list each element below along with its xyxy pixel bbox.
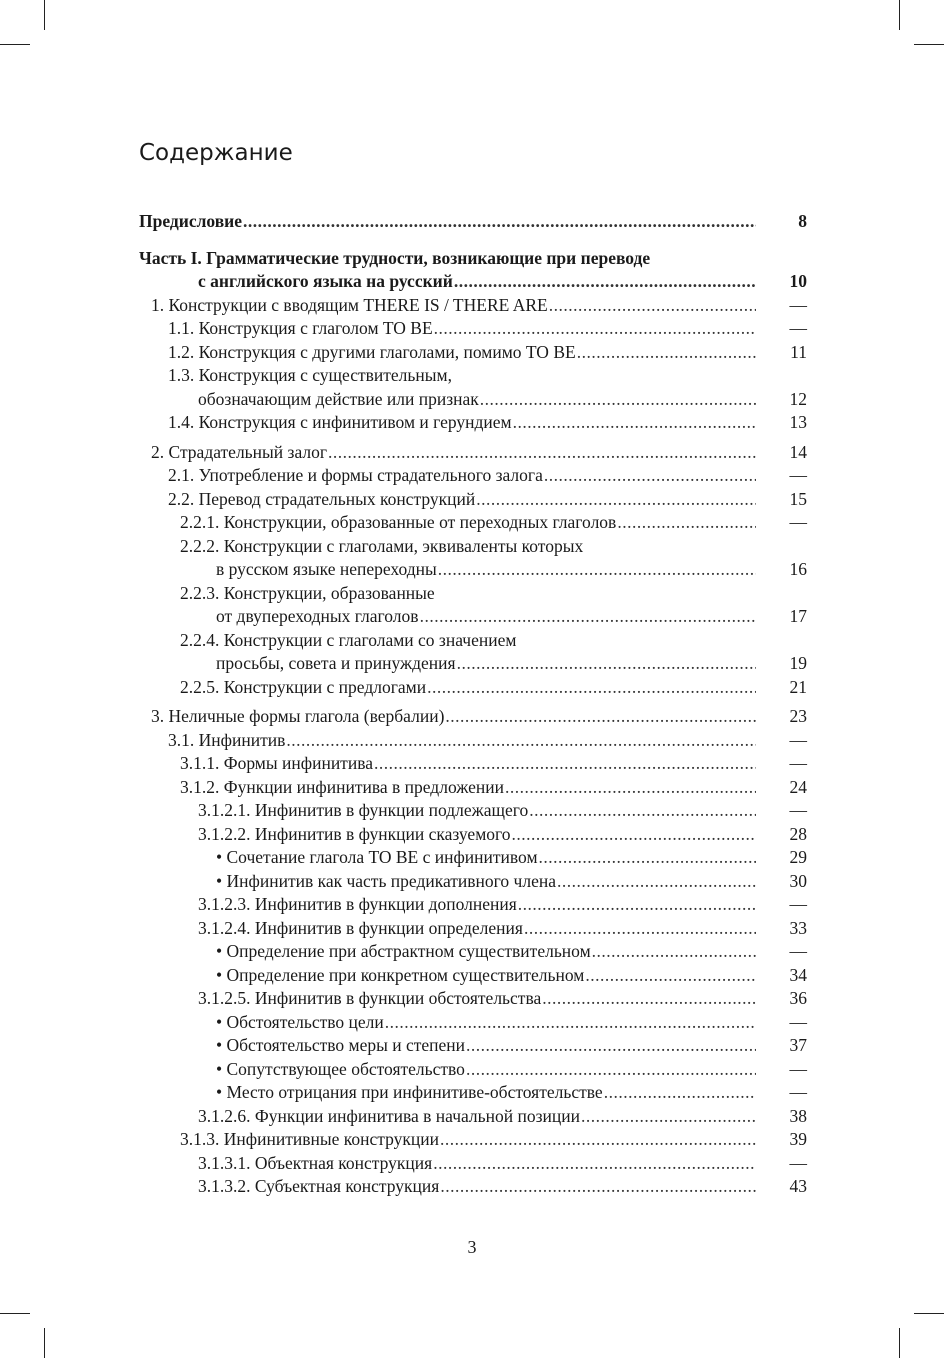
toc-entry-text: 3.1. Инфинитив	[168, 729, 286, 750]
toc-leader	[440, 1128, 756, 1152]
toc-leader	[617, 511, 756, 535]
toc-entry-text: 3.1.2.6. Функции инфинитива в начальной позиции	[198, 1105, 580, 1126]
toc-leader	[434, 317, 756, 341]
toc-entry-text: 3.1.2.2. Инфинитив в функции сказуемого	[198, 823, 511, 844]
toc-page-number: 17	[789, 606, 807, 626]
toc-leader	[466, 1034, 756, 1058]
toc-page-number: —	[789, 894, 807, 914]
toc-page-number: —	[789, 465, 807, 485]
toc-leader	[529, 799, 756, 823]
toc-page-number: 28	[789, 823, 807, 844]
toc-entry-text: 3.1.2.3. Инфинитив в функции дополнения	[198, 894, 517, 914]
toc-leader	[512, 823, 756, 847]
toc-entry-text: 3.1.2.4. Инфинитив в функции определения	[198, 917, 523, 938]
toc-leader	[440, 1175, 756, 1199]
toc-entry	[139, 341, 807, 365]
toc-entry	[139, 1081, 807, 1105]
toc-leader	[243, 210, 756, 234]
toc-entry-text: 3.1.2. Функции инфинитива в предложении	[180, 776, 504, 797]
toc-entry	[139, 317, 807, 341]
toc-page-number: 30	[789, 870, 807, 891]
toc-entry	[139, 511, 807, 535]
toc-entry-text: с английского языка на русский	[198, 271, 453, 291]
crop-mark	[899, 1328, 900, 1358]
crop-mark	[899, 0, 900, 30]
toc-page-number: 13	[789, 412, 807, 432]
toc-page-number: 29	[789, 847, 807, 867]
toc-entry	[139, 411, 807, 435]
toc-entry	[139, 752, 807, 776]
toc-entry	[139, 676, 807, 700]
toc-leader	[445, 705, 756, 729]
toc-entry	[139, 776, 807, 800]
toc-leader	[513, 411, 756, 435]
toc-entry-text: 3.1.3.2. Субъектная конструкция	[198, 1176, 440, 1196]
toc-leader	[518, 893, 756, 917]
toc-page-number: 21	[789, 676, 807, 697]
toc-entry	[139, 652, 807, 676]
crop-mark	[44, 1328, 45, 1358]
toc-entry-text: 1.1. Конструкция с глаголом TO BE	[168, 318, 433, 338]
toc-leader	[604, 1081, 756, 1105]
page-title: Содержание	[139, 140, 293, 166]
toc-leader	[505, 776, 756, 800]
toc-entry-text: 2.2. Перевод страдательных конструкций	[168, 488, 476, 509]
toc-entry-part1-title: Часть I. Грамматические трудности, возникающие при переводе	[139, 247, 651, 268]
toc-entry	[139, 917, 807, 941]
toc-leader	[577, 341, 756, 365]
toc-leader	[557, 870, 756, 894]
table-of-contents	[139, 210, 807, 1199]
crop-mark	[0, 44, 30, 45]
toc-entry	[139, 987, 807, 1011]
toc-entry-text: 3.1.2.5. Инфинитив в функции обстоятельства	[198, 988, 542, 1008]
toc-page-number: —	[789, 753, 807, 773]
toc-leader	[524, 917, 756, 941]
toc-entry	[139, 558, 807, 582]
toc-page-number: 34	[789, 964, 807, 985]
toc-entry	[139, 870, 807, 894]
toc-leader	[585, 964, 756, 988]
toc-page-number: —	[789, 294, 807, 315]
toc-page-number: —	[789, 941, 807, 961]
toc-entry-text: обозначающим действие или признак	[198, 388, 479, 409]
toc-page-number: —	[789, 1082, 807, 1102]
toc-entry	[139, 605, 807, 629]
toc-entry-text: 3.1.1. Формы инфинитива	[180, 753, 373, 773]
toc-entry	[139, 893, 807, 917]
toc-entry-text: 2. Страдательный залог	[151, 441, 328, 462]
toc-leader	[542, 987, 756, 1011]
toc-entry-text: • Место отрицания при инфинитиве-обстоятельстве	[216, 1082, 603, 1102]
toc-page-number: —	[789, 800, 807, 820]
toc-entry-text: 2.2.2. Конструкции с глаголами, эквиваленты которых	[180, 535, 584, 556]
toc-page-number: —	[789, 1152, 807, 1173]
toc-entry-text: 3.1.2.1. Инфинитив в функции подлежащего	[198, 800, 529, 820]
toc-entry	[139, 441, 807, 465]
toc-leader	[454, 270, 756, 294]
toc-leader	[539, 846, 756, 870]
toc-entry-text: • Инфинитив как часть предикативного члена	[216, 870, 556, 891]
toc-page-number: 39	[789, 1129, 807, 1149]
toc-entry-text: 2.2.5. Конструкции с предлогами	[180, 676, 427, 697]
toc-leader	[457, 652, 756, 676]
toc-page-number: —	[789, 1058, 807, 1079]
toc-entry-part1	[139, 270, 807, 294]
toc-entry-text: 2.1. Употребление и формы страдательного залога	[168, 465, 543, 485]
toc-page-number: 37	[789, 1035, 807, 1055]
toc-entry	[139, 1058, 807, 1082]
toc-entry	[139, 1152, 807, 1176]
toc-page-number: 43	[789, 1176, 807, 1196]
toc-entry	[139, 1105, 807, 1129]
toc-entry	[139, 488, 807, 512]
toc-leader	[476, 488, 756, 512]
toc-leader	[581, 1105, 756, 1129]
toc-page-number: 14	[789, 441, 807, 462]
toc-page-number: 19	[789, 653, 807, 673]
toc-leader	[433, 1152, 756, 1176]
toc-entry	[139, 1034, 807, 1058]
toc-entry-text: 3. Неличные формы глагола (вербалии)	[151, 706, 445, 726]
toc-entry-text: 1.2. Конструкция с другими глаголами, помимо TO BE	[168, 341, 576, 362]
toc-leader	[549, 294, 756, 318]
toc-entry	[139, 1011, 807, 1035]
toc-entry-text: 1.4. Конструкция с инфинитивом и герундием	[168, 412, 512, 432]
toc-page-number: 38	[789, 1105, 807, 1126]
crop-mark	[914, 44, 944, 45]
toc-leader	[385, 1011, 756, 1035]
page-number: 3	[467, 1237, 477, 1257]
toc-entry	[139, 464, 807, 488]
toc-leader	[544, 464, 756, 488]
toc-entry	[139, 846, 807, 870]
toc-page-number: 15	[789, 488, 807, 509]
toc-entry-text: • Сопутствующее обстоятельство	[216, 1058, 465, 1079]
toc-page-number: 23	[789, 706, 807, 726]
toc-leader	[420, 605, 756, 629]
toc-leader	[592, 940, 756, 964]
toc-entry	[139, 729, 807, 753]
toc-entry	[139, 294, 807, 318]
toc-entry-text: в русском языке непереходны	[216, 559, 437, 579]
crop-mark	[914, 1313, 944, 1314]
toc-page-number: 24	[789, 776, 807, 797]
toc-entry	[139, 388, 807, 412]
toc-entry-text: • Обстоятельство цели	[216, 1011, 384, 1032]
toc-page-number: 36	[789, 988, 807, 1008]
toc-leader	[374, 752, 756, 776]
toc-entry-text: Предисловие	[139, 211, 243, 231]
toc-page-number: —	[789, 318, 807, 338]
toc-entry	[139, 1175, 807, 1199]
toc-page-number: —	[789, 1011, 807, 1032]
toc-leader	[427, 676, 756, 700]
toc-leader	[480, 388, 756, 412]
toc-entry-text: 2.2.4. Конструкции с глаголами со значением	[180, 629, 517, 650]
toc-page-number: 33	[789, 917, 807, 938]
toc-leader	[466, 1058, 756, 1082]
toc-page-number: 16	[789, 559, 807, 579]
toc-entry-text: 3.1.3.1. Объектная конструкция	[198, 1152, 433, 1173]
toc-entry-text: 2.2.1. Конструкции, образованные от переходных глаголов	[180, 512, 617, 532]
toc-entry-text: от двупереходных глаголов	[216, 606, 419, 626]
toc-page-number: —	[789, 729, 807, 750]
toc-leader	[328, 441, 756, 465]
toc-entry-text: 3.1.3. Инфинитивные конструкции	[180, 1129, 439, 1149]
toc-entry-text: • Определение при конкретном существительном	[216, 964, 585, 985]
toc-entry-text: 2.2.3. Конструкции, образованные	[180, 582, 435, 603]
crop-mark	[44, 0, 45, 30]
toc-entry-text: • Сочетание глагола TO BE с инфинитивом	[216, 847, 538, 867]
toc-entry-text: просьбы, совета и принуждения	[216, 653, 456, 673]
toc-entry	[139, 705, 807, 729]
toc-entry-text: • Определение при абстрактном существительном	[216, 941, 591, 961]
toc-page-number: —	[789, 512, 807, 532]
toc-entry-text: 1.3. Конструкция с существительным,	[168, 365, 452, 385]
toc-page-number: 10	[789, 271, 807, 291]
toc-entry	[139, 823, 807, 847]
toc-leader	[438, 558, 756, 582]
toc-entry	[139, 799, 807, 823]
toc-page-number: 8	[798, 211, 807, 231]
toc-entry-text: • Обстоятельство меры и степени	[216, 1035, 466, 1055]
toc-entry-text: 1. Конструкции с вводящим THERE IS / THERE ARE	[151, 294, 548, 315]
toc-page-number: 11	[790, 341, 807, 362]
toc-entry	[139, 1128, 807, 1152]
crop-mark	[0, 1313, 30, 1314]
toc-leader	[286, 729, 756, 753]
toc-entry	[139, 964, 807, 988]
toc-entry-preface	[139, 210, 807, 234]
toc-page-number: 12	[789, 388, 807, 409]
toc-entry	[139, 940, 807, 964]
